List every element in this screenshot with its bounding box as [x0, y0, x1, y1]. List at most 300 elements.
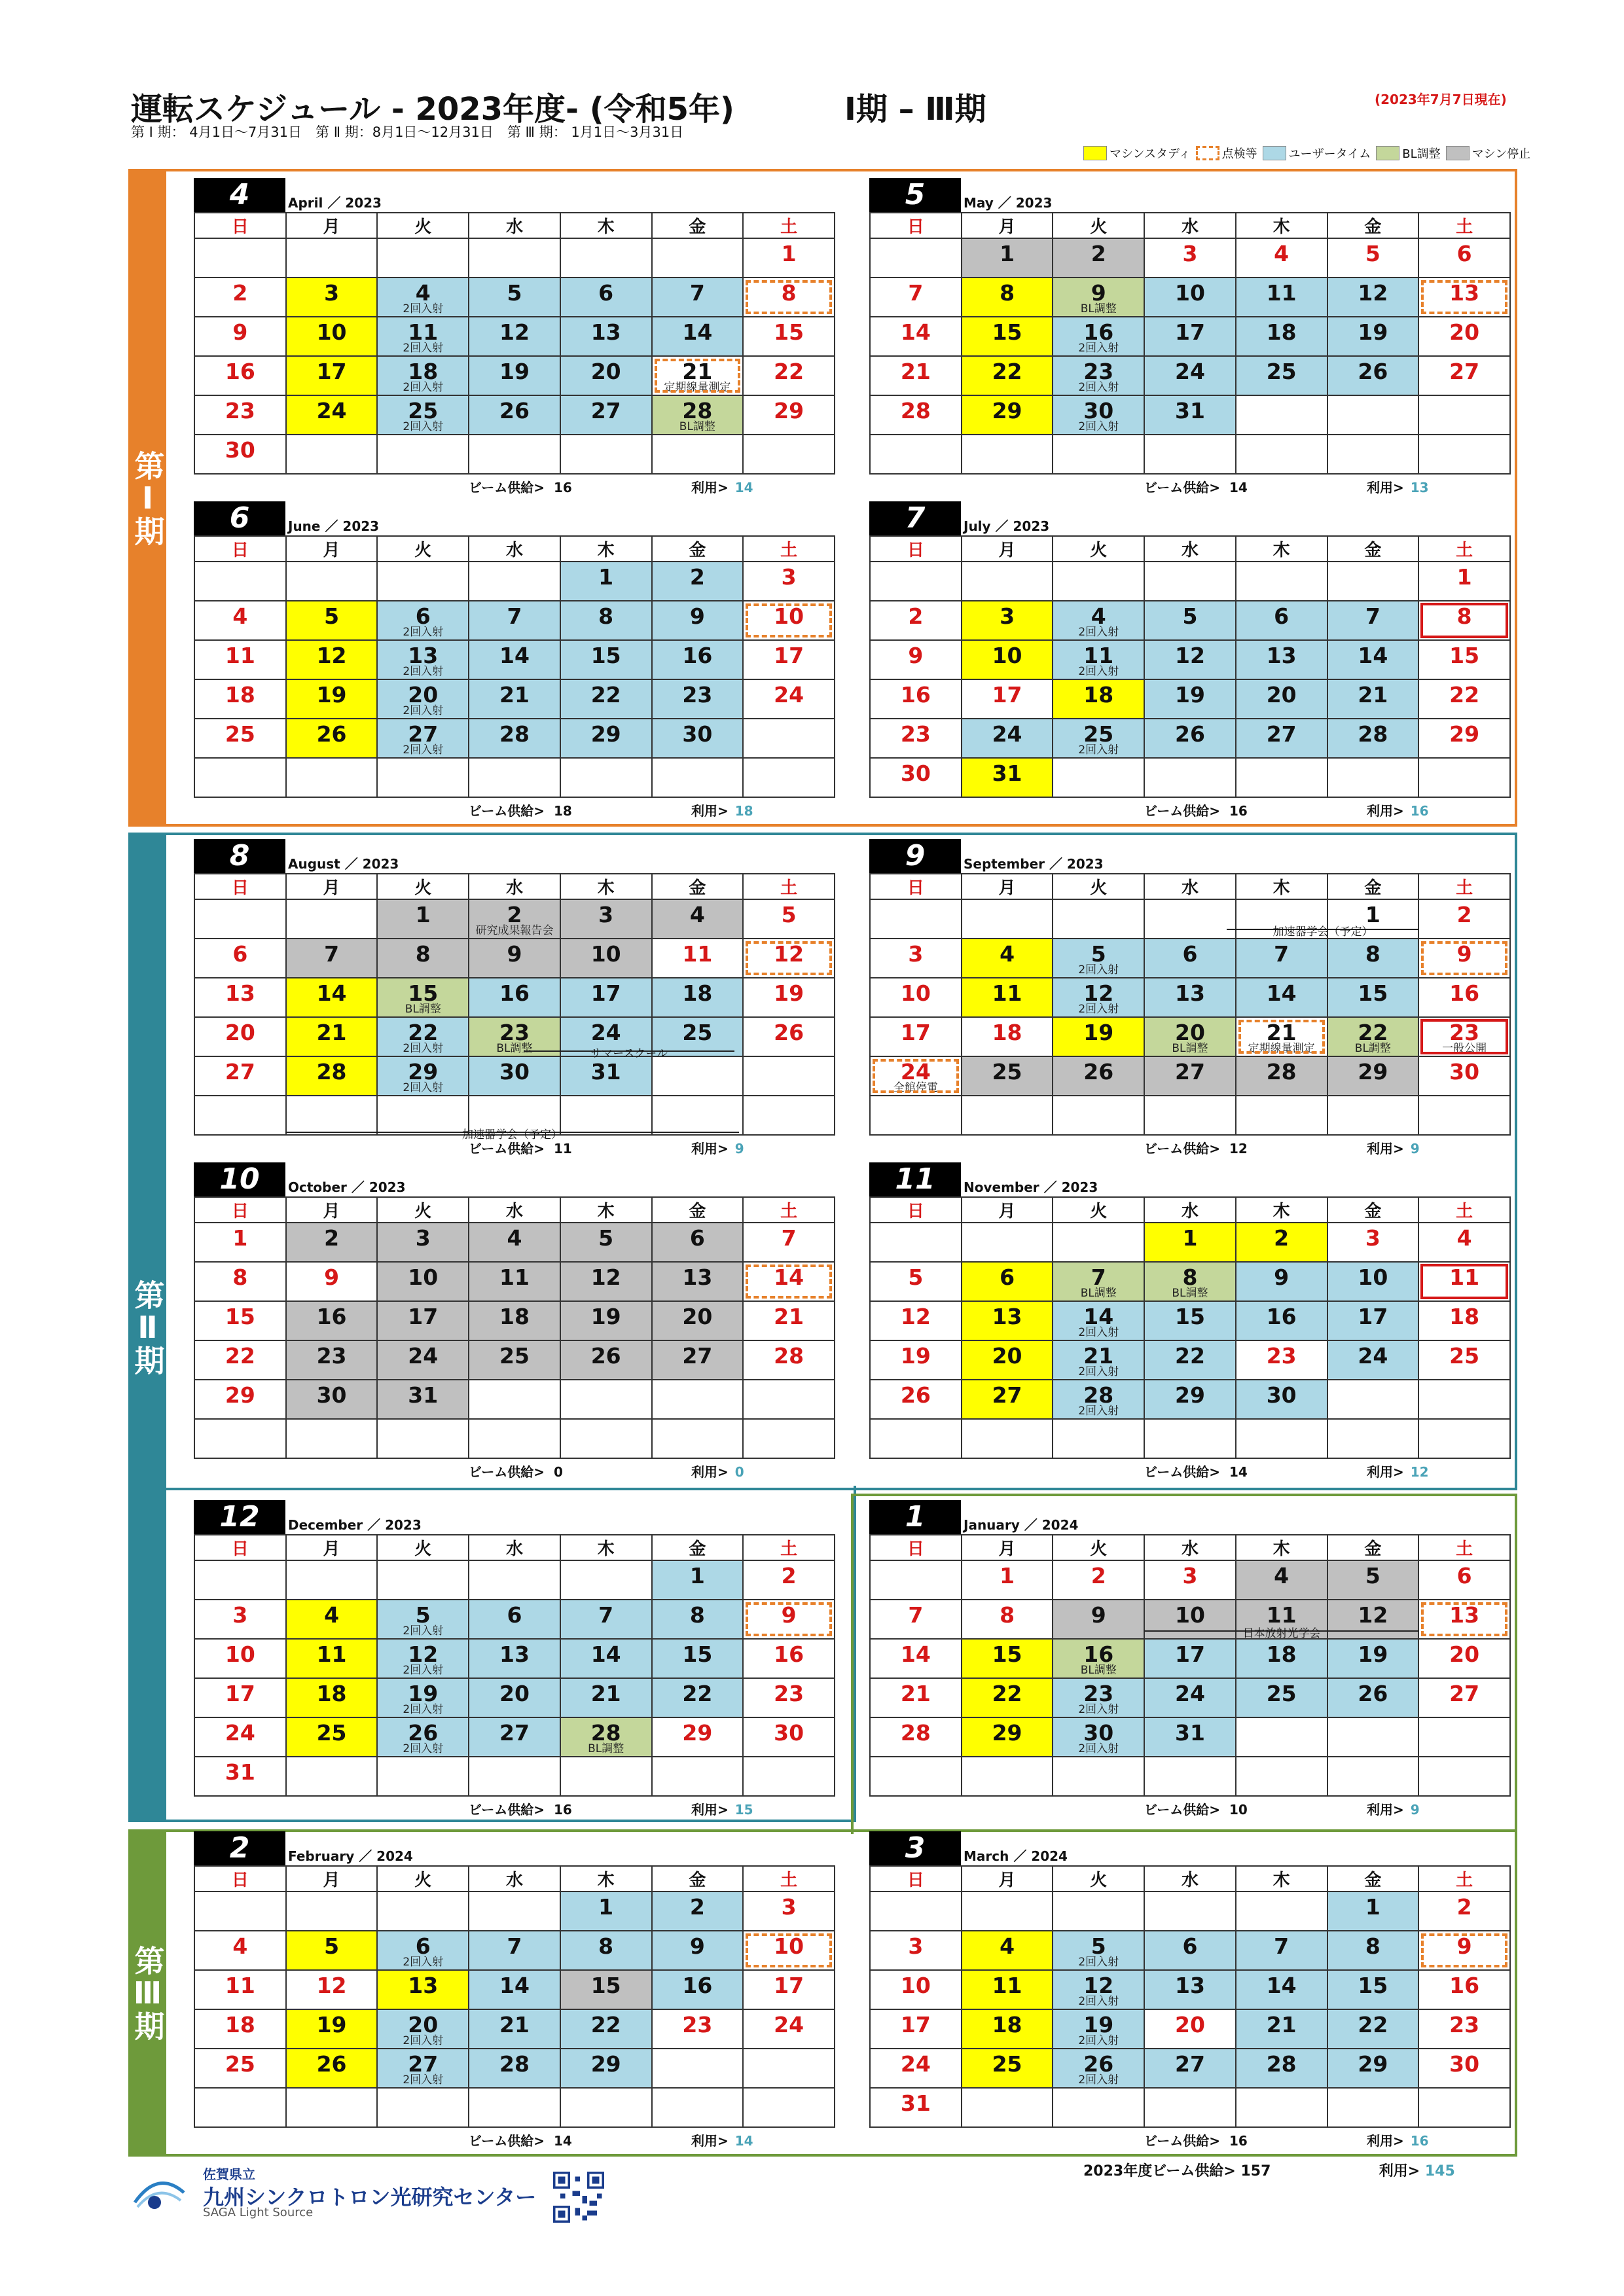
day-number: 14	[316, 980, 347, 1006]
day-number: 8	[689, 1602, 705, 1628]
day-cell	[560, 1970, 652, 2009]
day-cell	[1418, 978, 1510, 1017]
day-note: 2回入射	[403, 2073, 444, 2087]
day-number: 3	[324, 280, 340, 306]
day-note: BL調整	[1080, 1664, 1117, 1677]
day-cell	[469, 1340, 560, 1380]
day-cell	[194, 640, 286, 679]
week-row	[870, 395, 1510, 435]
month-header	[869, 501, 1511, 535]
day-number: 25	[682, 1020, 713, 1045]
week-row	[870, 939, 1510, 978]
day-number: 31	[1174, 1720, 1205, 1746]
day-number: 21	[1266, 1020, 1297, 1045]
day-number: 16	[499, 980, 530, 1006]
day-number: 8	[1000, 280, 1015, 306]
day-cell	[1053, 719, 1144, 758]
empty-cell	[1053, 899, 1144, 939]
empty-cell	[1418, 1757, 1510, 1796]
day-note: 2回入射	[403, 1742, 444, 1755]
day-cell	[1327, 939, 1419, 978]
weekday-header: 火	[377, 1535, 469, 1560]
day-cell	[560, 1340, 652, 1380]
empty-cell	[743, 2049, 835, 2088]
day-number: 25	[316, 1720, 347, 1746]
day-number: 17	[1174, 319, 1205, 345]
day-number: 2	[689, 564, 705, 590]
weekday-header: 月	[962, 213, 1053, 238]
week-row	[870, 640, 1510, 679]
day-number: 14	[774, 1265, 804, 1290]
day-number: 21	[1358, 682, 1388, 708]
day-number: 11	[1083, 643, 1114, 668]
day-number: 21	[900, 359, 931, 384]
day-number: 20	[1266, 682, 1297, 708]
day-number: 23	[682, 682, 713, 708]
day-number: 23	[499, 1020, 530, 1045]
day-cell	[1236, 1056, 1327, 1096]
day-number: 18	[1449, 1304, 1480, 1329]
day-number: 16	[774, 1641, 804, 1667]
day-number: 8	[415, 941, 431, 967]
day-note: BL調整	[1354, 1042, 1391, 1055]
period-ranges: 第 Ⅰ 期： 4月1日～7月31日 第 Ⅱ 期：8月1日～12月31日 第 Ⅲ 期： 1月1日～3月31日	[131, 124, 684, 140]
usage	[691, 1138, 744, 1157]
day-number: 4	[232, 603, 248, 629]
beam-supply-label: ビーム供給>	[469, 1141, 545, 1157]
weekday-header: 日	[194, 874, 286, 899]
day-cell	[194, 939, 286, 978]
day-cell	[743, 1223, 835, 1262]
day-number: 24	[590, 1020, 621, 1045]
day-number: 12	[1358, 280, 1388, 306]
day-note: 2回入射	[403, 1624, 444, 1638]
day-number: 25	[225, 2051, 255, 2077]
day-note: 2回入射	[1078, 665, 1119, 678]
day-number: 6	[415, 603, 431, 629]
month-number: 1	[869, 1500, 961, 1534]
weekday-header: 木	[560, 1197, 652, 1223]
week-row	[870, 2088, 1510, 2127]
month-name: July ／ 2023	[964, 518, 1050, 534]
empty-cell	[1236, 1419, 1327, 1458]
empty-cell	[652, 758, 744, 797]
empty-cell	[962, 1757, 1053, 1796]
day-cell	[469, 356, 560, 395]
day-number: 2	[232, 280, 248, 306]
day-number: 9	[324, 1265, 340, 1290]
day-cell	[1053, 1639, 1144, 1678]
day-cell	[1053, 1931, 1144, 1970]
day-number: 4	[507, 1225, 522, 1251]
empty-cell	[194, 1892, 286, 1931]
usage	[1367, 477, 1429, 496]
empty-cell	[560, 1757, 652, 1796]
day-number: 8	[1365, 941, 1380, 967]
day-cell	[469, 1262, 560, 1301]
day-cell	[286, 601, 378, 640]
weekday-header: 土	[743, 1197, 835, 1223]
day-note: 2回入射	[1078, 1405, 1119, 1418]
day-number: 26	[499, 398, 530, 423]
week-row	[870, 978, 1510, 1017]
week-row	[870, 679, 1510, 719]
day-number: 16	[225, 359, 255, 384]
day-number: 20	[1174, 2012, 1205, 2037]
month-calendar	[194, 1500, 835, 1816]
usage-label: 利用>	[691, 803, 729, 819]
day-cell	[1327, 2049, 1419, 2088]
day-cell	[560, 978, 652, 1017]
day-cell	[1418, 719, 1510, 758]
day-cell	[1144, 238, 1236, 278]
beam-supply-label: ビーム供給>	[1144, 1141, 1220, 1157]
day-number: 18	[1266, 319, 1297, 345]
day-number: 2	[1456, 902, 1472, 927]
week-row	[194, 317, 835, 356]
weekday-header: 木	[560, 874, 652, 899]
day-number: 12	[590, 1265, 621, 1290]
day-number: 20	[408, 682, 439, 708]
day-cell	[870, 1678, 962, 1717]
beam-supply	[469, 2130, 572, 2149]
empty-cell	[1144, 435, 1236, 474]
day-cell	[560, 2009, 652, 2049]
day-cell	[1327, 238, 1419, 278]
day-cell	[377, 1970, 469, 2009]
beam-supply	[1144, 2130, 1248, 2149]
day-number: 30	[774, 1720, 804, 1746]
empty-cell	[1144, 1757, 1236, 1796]
day-note: BL調整	[588, 1742, 624, 1755]
day-number: 27	[1266, 721, 1297, 747]
day-number: 24	[900, 1059, 931, 1085]
month-header	[194, 501, 835, 535]
day-number: 22	[408, 1020, 439, 1045]
beam-supply	[1144, 800, 1248, 819]
empty-cell	[743, 1380, 835, 1419]
week-row	[194, 1931, 835, 1970]
day-cell	[1418, 562, 1510, 601]
empty-cell	[1144, 758, 1236, 797]
day-cell	[1418, 2009, 1510, 2049]
empty-cell	[194, 2088, 286, 2127]
legend-label: BL調整	[1402, 147, 1441, 161]
empty-cell	[194, 1096, 286, 1135]
weekday-header: 水	[1144, 1866, 1236, 1892]
beam-supply-label: ビーム供給>	[1144, 1464, 1220, 1480]
day-number: 22	[992, 1681, 1022, 1706]
day-cell	[1418, 1056, 1510, 1096]
day-number: 15	[682, 1641, 713, 1667]
day-note: BL調整	[1172, 1287, 1208, 1300]
day-number: 12	[900, 1304, 931, 1329]
month-calendar	[194, 501, 835, 817]
weekday-header: 土	[743, 213, 835, 238]
day-number: 17	[316, 359, 347, 384]
usage-value: 14	[734, 2133, 753, 2149]
usage-value: 16	[1410, 803, 1429, 819]
week-row	[870, 719, 1510, 758]
day-cell	[286, 1017, 378, 1056]
day-cell	[962, 679, 1053, 719]
day-cell	[1327, 601, 1419, 640]
usage-value: 16	[1410, 2133, 1429, 2149]
day-note: 定期線量測定	[1248, 1042, 1315, 1055]
day-note: 2回入射	[1078, 420, 1119, 433]
day-number: 5	[324, 603, 340, 629]
day-cell	[1418, 1560, 1510, 1600]
empty-cell	[1053, 562, 1144, 601]
day-cell	[743, 601, 835, 640]
day-cell	[286, 1262, 378, 1301]
empty-cell	[870, 435, 962, 474]
week-row	[194, 562, 835, 601]
empty-cell	[1144, 899, 1236, 939]
day-number: 29	[992, 1720, 1022, 1746]
usage-value: 13	[1410, 480, 1429, 495]
usage-value: 18	[734, 803, 753, 819]
day-cell	[560, 317, 652, 356]
month-name: February ／ 2024	[288, 1848, 413, 1864]
week-row	[194, 1757, 835, 1796]
day-number: 11	[408, 319, 439, 345]
month-number: 9	[869, 839, 961, 873]
swatch-yellow	[1083, 146, 1107, 160]
empty-cell	[286, 758, 378, 797]
day-cell	[1053, 1380, 1144, 1419]
day-cell	[560, 601, 652, 640]
day-number: 14	[499, 1973, 530, 1998]
day-cell	[1327, 1017, 1419, 1056]
weekday-header: 日	[870, 1535, 962, 1560]
day-number: 7	[781, 1225, 797, 1251]
day-cell	[1053, 1717, 1144, 1757]
weekday-header: 土	[743, 536, 835, 562]
day-cell	[870, 978, 962, 1017]
day-number: 25	[1266, 359, 1297, 384]
day-number: 2	[1456, 1894, 1472, 1920]
day-cell	[1053, 1056, 1144, 1096]
day-number: 16	[1449, 1973, 1480, 1998]
day-cell	[743, 978, 835, 1017]
day-number: 13	[992, 1304, 1022, 1329]
month-summary	[869, 1459, 1511, 1479]
day-note: 2回入射	[1078, 2073, 1119, 2087]
empty-cell	[1327, 1380, 1419, 1419]
day-number: 28	[1266, 2051, 1297, 2077]
day-cell	[962, 238, 1053, 278]
legend-label: マシン停止	[1471, 147, 1531, 161]
day-cell	[286, 1970, 378, 2009]
day-number: 14	[682, 319, 713, 345]
day-number: 1	[689, 1563, 705, 1588]
day-number: 5	[1365, 1563, 1380, 1588]
day-number: 26	[1358, 1681, 1388, 1706]
day-number: 30	[1449, 1059, 1480, 1085]
day-number: 10	[992, 643, 1022, 668]
weekday-header: 月	[962, 536, 1053, 562]
empty-cell	[560, 2088, 652, 2127]
day-cell	[469, 679, 560, 719]
day-number: 22	[992, 359, 1022, 384]
day-cell	[377, 356, 469, 395]
week-row	[194, 978, 835, 1017]
day-number: 15	[1174, 1304, 1205, 1329]
day-note: BL調整	[1080, 302, 1117, 315]
empty-cell	[743, 435, 835, 474]
week-row	[194, 1717, 835, 1757]
calendar-table	[194, 1196, 835, 1459]
day-cell	[194, 1678, 286, 1717]
empty-cell	[286, 1892, 378, 1931]
empty-cell	[1418, 758, 1510, 797]
day-cell	[1236, 719, 1327, 758]
day-cell	[1236, 1301, 1327, 1340]
day-cell	[1144, 1931, 1236, 1970]
day-number: 12	[774, 941, 804, 967]
day-number: 17	[774, 1973, 804, 1998]
day-cell	[469, 1301, 560, 1340]
beam-supply-value: 16	[1229, 2133, 1248, 2149]
day-number: 20	[992, 1343, 1022, 1369]
day-number: 24	[225, 1720, 255, 1746]
day-cell	[743, 1560, 835, 1600]
beam-supply-value: 18	[553, 803, 572, 819]
day-number: 3	[781, 564, 797, 590]
day-number: 8	[598, 603, 614, 629]
empty-cell	[286, 1757, 378, 1796]
day-number: 19	[1083, 1020, 1114, 1045]
day-cell	[1418, 601, 1510, 640]
month-number: 6	[194, 501, 285, 535]
beam-supply	[1144, 477, 1248, 496]
day-cell	[962, 1262, 1053, 1301]
empty-cell	[962, 1892, 1053, 1931]
day-cell	[1144, 1970, 1236, 2009]
empty-cell	[286, 2088, 378, 2127]
day-number: 7	[1274, 941, 1290, 967]
day-number: 23	[1083, 359, 1114, 384]
day-number: 20	[1449, 319, 1480, 345]
day-number: 11	[1266, 280, 1297, 306]
day-number: 24	[1174, 359, 1205, 384]
swatch-green	[1376, 146, 1399, 160]
day-number: 26	[774, 1020, 804, 1045]
calendar-table	[869, 1196, 1511, 1459]
day-number: 29	[774, 398, 804, 423]
empty-cell	[469, 1380, 560, 1419]
day-number: 1	[598, 564, 614, 590]
day-number: 2	[908, 603, 924, 629]
beam-supply	[469, 477, 572, 496]
weekday-header: 土	[1418, 1535, 1510, 1560]
day-number: 19	[316, 2012, 347, 2037]
day-number: 21	[900, 1681, 931, 1706]
usage-value: 12	[1410, 1464, 1429, 1480]
day-number: 17	[900, 1020, 931, 1045]
usage-label: 利用>	[1367, 1464, 1404, 1480]
day-cell	[652, 1600, 744, 1639]
weekday-header: 金	[652, 874, 744, 899]
beam-supply-label: ビーム供給>	[469, 1464, 545, 1480]
month-summary	[194, 1136, 835, 1155]
day-cell	[560, 1056, 652, 1096]
week-row	[870, 1262, 1510, 1301]
day-number: 10	[774, 603, 804, 629]
day-number: 22	[1174, 1343, 1205, 1369]
week-row	[194, 1017, 835, 1056]
usage-value: 9	[1410, 1802, 1420, 1818]
day-cell	[469, 899, 560, 939]
qr-code-icon[interactable]	[553, 2172, 604, 2223]
day-number: 18	[408, 359, 439, 384]
day-number: 31	[1174, 398, 1205, 423]
day-cell	[194, 1639, 286, 1678]
day-note: 2回入射	[1078, 1742, 1119, 1755]
day-number: 27	[992, 1382, 1022, 1408]
day-cell	[962, 601, 1053, 640]
day-cell	[1236, 317, 1327, 356]
day-cell	[870, 395, 962, 435]
day-number: 7	[1091, 1265, 1106, 1290]
day-number: 6	[598, 280, 614, 306]
day-cell	[560, 278, 652, 317]
day-cell	[1144, 719, 1236, 758]
day-number: 1	[1182, 1225, 1198, 1251]
weekday-header: 土	[1418, 1197, 1510, 1223]
day-number: 7	[1274, 1933, 1290, 1959]
day-cell	[1144, 317, 1236, 356]
day-number: 24	[316, 398, 347, 423]
day-cell	[1144, 1056, 1236, 1096]
day-number: 17	[774, 643, 804, 668]
day-cell	[1236, 1931, 1327, 1970]
year-total-label: 2023年度ビーム供給>	[1083, 2163, 1236, 2179]
empty-cell	[1236, 395, 1327, 435]
day-number: 25	[499, 1343, 530, 1369]
day-cell	[652, 679, 744, 719]
empty-cell	[377, 562, 469, 601]
week-row	[870, 1301, 1510, 1340]
month-number: 11	[869, 1162, 961, 1196]
day-number: 29	[408, 1059, 439, 1085]
day-number: 26	[590, 1343, 621, 1369]
day-cell	[377, 1380, 469, 1419]
day-number: 30	[1449, 2051, 1480, 2077]
usage	[691, 1799, 753, 1818]
day-number: 14	[1083, 1304, 1114, 1329]
day-number: 17	[590, 980, 621, 1006]
day-cell	[560, 1262, 652, 1301]
day-cell	[743, 2009, 835, 2049]
empty-cell	[1053, 758, 1144, 797]
week-row	[870, 601, 1510, 640]
day-number: 26	[408, 1720, 439, 1746]
month-name: April ／ 2023	[288, 195, 382, 211]
day-number: 6	[415, 1933, 431, 1959]
week-row	[194, 395, 835, 435]
empty-cell	[194, 1419, 286, 1458]
day-number: 12	[316, 1973, 347, 1998]
day-number: 1	[415, 902, 431, 927]
day-number: 26	[1083, 2051, 1114, 2077]
day-number: 8	[1182, 1265, 1198, 1290]
day-number: 29	[590, 721, 621, 747]
day-cell	[194, 395, 286, 435]
day-note: 2回入射	[1078, 342, 1119, 355]
empty-cell	[286, 899, 378, 939]
